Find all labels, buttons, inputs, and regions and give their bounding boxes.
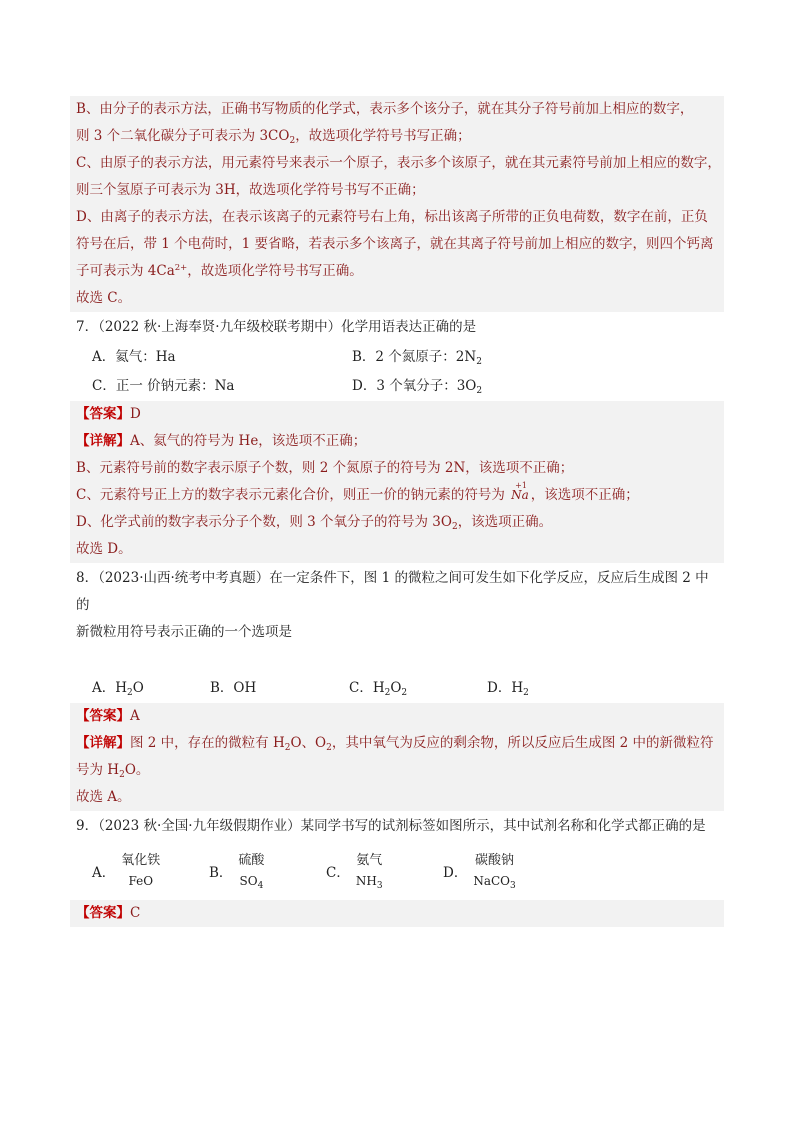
q7-answer: 【答案】D [76, 406, 141, 422]
q6-d-line3: 子可表示为 $4Ca^{2+}$，故选项化学符号书写正确。 [76, 263, 363, 279]
q8-detail-line1: 【详解】图 2 中，存在的微粒有 $H_2O$、$O_2$，其中氧气为反应的剩余物，所以反应后生成图 2 中的新微粒符 [76, 735, 714, 753]
q9-answer: 【答案】C [76, 905, 141, 921]
q7-detail-b: B、元素符号前的数字表示原子个数，则 2 个氮原子的符号为 2N，该选项不正确； [76, 460, 574, 476]
q6-d-line1: D、由离子的表示方法，在表示该离子的元素符号右上角，标出该离子所带的正负电荷数，数字在前，正负 [76, 209, 708, 225]
na-valence-symbol: +1 Na [511, 481, 529, 502]
q6-choice: 故选 C。 [76, 290, 132, 306]
q9-label-d: D． 碳酸钠 NaCO$_3$ [443, 853, 516, 891]
q7-choice: 故选 D。 [76, 541, 132, 557]
q7-answer-block [70, 401, 724, 563]
q6-explanation [70, 96, 724, 312]
q7-option-b: B．2 个氮原子：$2N_2$ [352, 349, 482, 367]
q8-choice: 故选 A。 [76, 789, 131, 805]
q8-options [70, 674, 724, 703]
q6-b-line2: 则 3 个二氧化碳分子可表示为 $3CO_2$，故选项化学符号书写正确； [76, 128, 471, 146]
q8-figure-space [70, 648, 724, 674]
q8-detail-line2: 号为 $H_2O$。 [76, 762, 150, 780]
q6-d-line2: 符号在后，带 1 个电荷时，1 要省略，若表示多个该离子，就在其离子符号前加上相应的数字，则四个钙离 [76, 236, 714, 252]
q8-stem: 8．（2023·山西·统考中考真题）在一定条件下，图 1 的微粒之间可发生如下化学反应，反应后生成图 2 中的 新微粒用符号表示正确的一个选项是 [76, 570, 709, 640]
q7-option-a: A．氦气：Ha [92, 349, 176, 365]
q7-detail-d: D、化学式前的数字表示分子个数，则 3 个氧分子的符号为 $3O_2$，该选项正确。 [76, 514, 553, 532]
q8-option-d: D．$H_2$ [487, 680, 529, 698]
q7-stem: 7．（2022 秋·上海奉贤·九年级校联考期中）化学用语表达正确的是 [76, 319, 477, 335]
q6-c-line2: 则三个氢原子可表示为 3H，故选项化学符号书写不正确； [76, 182, 425, 198]
q6-b-line1: B、由分子的表示方法，正确书写物质的化学式，表示多个该分子，就在其分子符号前加上相应的数字， [76, 101, 694, 117]
q9-label-b: B． 硫酸 $SO_4$ [209, 853, 265, 891]
q6-c-line1: C、由原子的表示方法，用元素符号来表示一个原子，表示多个该原子，就在其元素符号前加上相应的数字， [76, 155, 721, 171]
q8-answer-block [70, 703, 724, 811]
q7-option-c: C．正一 价钠元素：Na [92, 378, 235, 394]
q7-detail-c: C、元素符号正上方的数字表示元素化合价，则正一价的钠元素的符号为 +1 Na ，该选项不正确； [76, 482, 718, 509]
q7-options-row2 [70, 372, 724, 401]
q9-label-a: A． 氧化铁 FeO [92, 853, 161, 888]
q9-reagent-labels [70, 850, 724, 892]
q8-answer: 【答案】A [76, 708, 140, 724]
q9-stem: 9．（2023 秋·全国·九年级假期作业）某同学书写的试剂标签如图所示，其中试剂名称和化学式都正确的是 [76, 818, 706, 834]
q9-answer-block [70, 900, 724, 927]
document-page [70, 96, 724, 927]
q7-detail-a: 【详解】A、氦气的符号为 He，该选项不正确； [76, 433, 367, 449]
q8-option-a: A．$H_2O$ [92, 680, 144, 698]
q7-options-row1 [70, 343, 724, 372]
q8-option-c: C．$H_2O_2$ [349, 680, 408, 698]
q9-label-c: C． 氨气 $NH_3$ [326, 853, 383, 891]
q7-option-d: D．3 个氧分子：$3O_2$ [352, 378, 483, 396]
q8-option-b: B．OH [210, 680, 257, 696]
